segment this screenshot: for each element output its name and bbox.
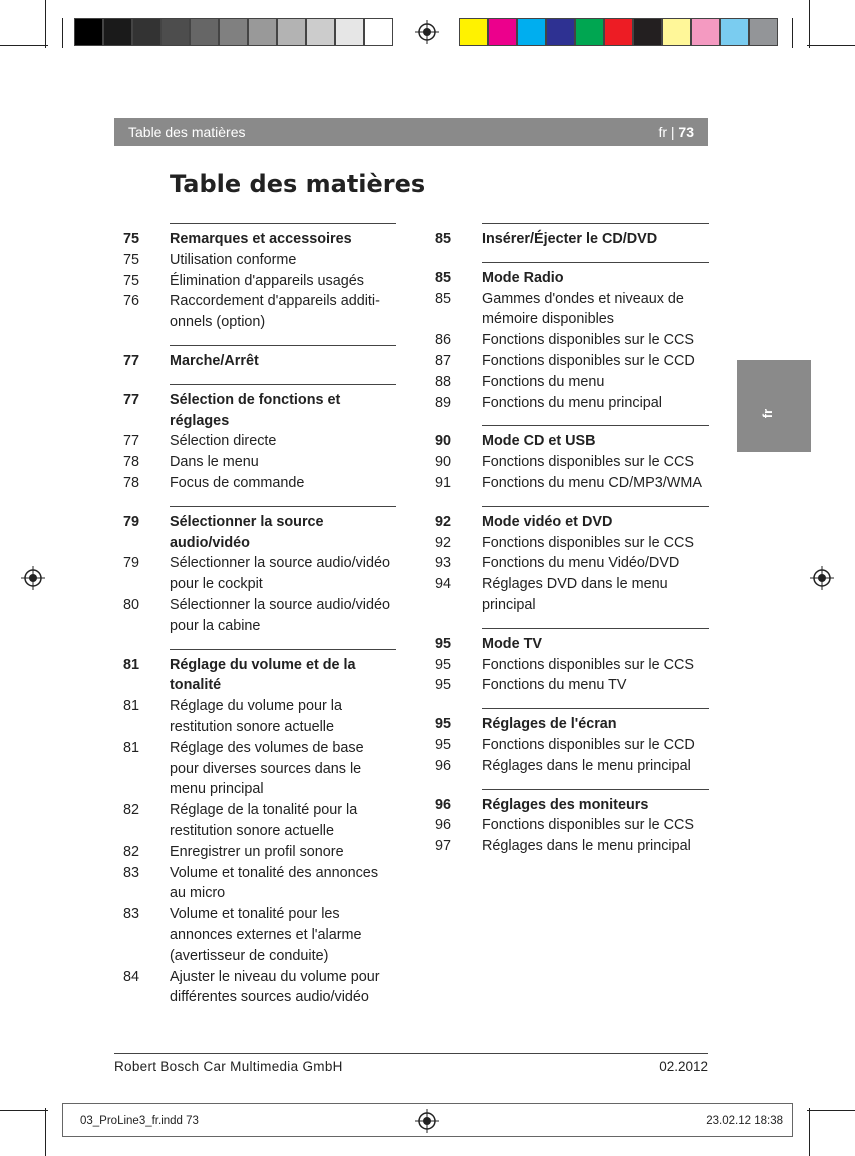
- header-page-number: 73: [678, 124, 694, 140]
- color-swatch: [190, 18, 219, 46]
- registration-mark-icon: [810, 566, 834, 590]
- toc-entry: [430, 452, 709, 473]
- toc-entry-title: Fonctions du menu Vidéo/DVD: [482, 555, 680, 572]
- toc-page-number: 76: [123, 293, 140, 310]
- color-swatch: [364, 18, 393, 46]
- toc-entry-title: Réglage de la tonalité pour la restitution sonore actuelle: [170, 802, 358, 839]
- toc-entry: [430, 533, 709, 554]
- toc-entry-title: Insérer/Éjecter le CD/DVD: [482, 231, 658, 247]
- color-swatch: [132, 18, 161, 46]
- toc-page-number: 91: [435, 474, 452, 491]
- toc-page-number: 81: [123, 656, 140, 673]
- footer-divider: [114, 1053, 708, 1054]
- toc-entry-title: Enregistrer un profil sonore: [170, 843, 344, 860]
- toc-page-number: 92: [435, 513, 452, 530]
- color-swatch: [604, 18, 633, 46]
- toc-entry-title: Fonctions disponibles sur le CCD: [482, 736, 695, 753]
- color-swatch: [720, 18, 749, 46]
- crop-mark: [62, 18, 63, 48]
- header-bar: [114, 118, 708, 146]
- toc-right-column: [430, 223, 709, 869]
- toc-entry-title: Fonctions du menu principal: [482, 394, 662, 411]
- toc-page-number: 75: [123, 251, 140, 268]
- header-page: [658, 124, 694, 140]
- toc-section: [435, 628, 709, 696]
- header-label: Table des matières: [128, 124, 246, 140]
- toc-entry: [118, 738, 396, 800]
- toc-entry-title: Volume et tonalité pour les annonces externes et l'alarme (avertisseur de conduite): [170, 906, 362, 964]
- toc-section: [123, 223, 396, 333]
- toc-entry-title: Réglage du volume et de la tonalité: [170, 656, 356, 694]
- toc-section-heading: [430, 634, 709, 655]
- toc-section-heading: [118, 655, 396, 697]
- footer-company: Robert Bosch Car Multimedia GmbH: [114, 1059, 343, 1074]
- color-swatch: [219, 18, 248, 46]
- toc-entry-title: Sélectionner la source audio/vidéo pour le cockpit: [170, 555, 390, 593]
- toc-page-number: 80: [123, 596, 140, 613]
- toc-section-heading: [430, 714, 709, 735]
- toc-entry: [430, 675, 709, 696]
- color-swatch: [459, 18, 488, 46]
- toc-page-number: 95: [435, 736, 452, 753]
- toc-page-number: 77: [123, 433, 140, 450]
- toc-page-number: 82: [123, 802, 140, 819]
- toc-entry-title: Réglages des moniteurs: [482, 796, 649, 813]
- toc-page-number: 90: [435, 433, 452, 450]
- toc-section: [123, 345, 396, 372]
- toc-entry-title: Fonctions du menu TV: [482, 677, 627, 694]
- toc-entry-title: Fonctions du menu CD/MP3/WMA: [482, 474, 702, 491]
- toc-section: [435, 262, 709, 414]
- toc-page-number: 92: [435, 534, 452, 551]
- crop-mark: [45, 1108, 46, 1156]
- toc-entry-title: Sélectionner la source audio/vidéo: [170, 513, 324, 551]
- toc-page-number: 85: [435, 269, 452, 286]
- toc-section-heading: [430, 229, 709, 250]
- toc-page-number: 90: [435, 454, 452, 471]
- toc-page-number: 78: [123, 474, 140, 491]
- toc-entry-title: Réglage du volume pour la restitution sonore actuelle: [170, 698, 342, 735]
- toc-entry-title: Gammes d'ondes et niveaux de mémoire disponibles: [482, 290, 684, 328]
- toc-section-heading: [118, 390, 396, 432]
- page-title: Table des matières: [170, 170, 426, 198]
- toc-entry: [430, 553, 709, 574]
- toc-page-number: 77: [123, 352, 140, 369]
- language-tab: [737, 360, 811, 452]
- registration-mark-icon: [21, 566, 45, 590]
- color-swatch: [335, 18, 364, 46]
- crop-mark: [809, 0, 810, 48]
- toc-section-heading: [118, 512, 396, 554]
- toc-page-number: 79: [123, 555, 140, 572]
- toc-page-number: 87: [435, 352, 452, 369]
- color-swatch: [749, 18, 778, 46]
- crop-mark: [792, 18, 793, 48]
- toc-entry: [430, 473, 709, 494]
- toc-entry-title: Réglages dans le menu principal: [482, 838, 691, 855]
- toc-entry: [118, 863, 396, 905]
- toc-page-number: 77: [123, 391, 140, 408]
- toc-page-number: 81: [123, 739, 140, 756]
- color-swatch: [546, 18, 575, 46]
- toc-entry: [430, 574, 709, 616]
- toc-entry-title: Fonctions disponibles sur le CCS: [482, 534, 694, 551]
- footer-date: 02.2012: [659, 1059, 708, 1074]
- toc-section-heading: [430, 795, 709, 816]
- toc-entry-title: Mode CD et USB: [482, 433, 596, 450]
- toc-page-number: 79: [123, 513, 140, 530]
- crop-mark: [45, 0, 46, 48]
- toc-entry: [118, 595, 396, 637]
- toc-entry-title: Volume et tonalité des annonces au micro: [170, 864, 379, 902]
- toc-entry-title: Fonctions disponibles sur le CCS: [482, 817, 694, 834]
- color-swatch: [248, 18, 277, 46]
- toc-page-number: 95: [435, 677, 452, 694]
- toc-page-number: 97: [435, 838, 452, 855]
- toc-entry: [430, 815, 709, 836]
- toc-page-number: 95: [435, 656, 452, 673]
- toc-entry-title: Utilisation conforme: [170, 251, 297, 268]
- toc-entry-title: Fonctions disponibles sur le CCS: [482, 454, 694, 471]
- toc-page-number: 96: [435, 757, 452, 774]
- crop-mark: [0, 45, 48, 46]
- crop-mark: [809, 1108, 810, 1156]
- toc-page-number: 88: [435, 373, 452, 390]
- toc-entry-title: Mode vidéo et DVD: [482, 513, 613, 530]
- toc-entry-title: Réglages de l'écran: [482, 716, 617, 733]
- toc-entry: [118, 431, 396, 452]
- color-swatch: [662, 18, 691, 46]
- color-swatch: [517, 18, 546, 46]
- toc-entry: [430, 756, 709, 777]
- color-swatch: [691, 18, 720, 46]
- color-swatch: [161, 18, 190, 46]
- toc-section: [123, 384, 396, 494]
- toc-page-number: 82: [123, 843, 140, 860]
- toc-entry-title: Sélectionner la source audio/vidéo pour la cabine: [170, 596, 390, 634]
- toc-page-number: 75: [123, 231, 140, 247]
- toc-page-number: 96: [435, 796, 452, 813]
- toc-left-column: [118, 223, 396, 1020]
- color-swatch: [575, 18, 604, 46]
- toc-page-number: 86: [435, 332, 452, 349]
- toc-entry-title: Raccordement d'appareils additi-onnels (option): [170, 293, 380, 331]
- toc-entry: [430, 372, 709, 393]
- toc-section-heading: [430, 512, 709, 533]
- toc-entry-title: Sélection directe: [170, 433, 277, 450]
- toc-entry-title: Fonctions disponibles sur le CCD: [482, 352, 695, 369]
- toc-page-number: 78: [123, 454, 140, 471]
- toc-entry-title: Réglages dans le menu principal: [482, 757, 691, 774]
- toc-entry: [430, 289, 709, 331]
- toc-section: [435, 789, 709, 857]
- toc-section: [435, 425, 709, 493]
- color-swatch: [306, 18, 335, 46]
- toc-entry: [118, 553, 396, 595]
- slug-filename: 03_ProLine3_fr.indd 73: [80, 1115, 199, 1127]
- crop-mark: [807, 1110, 855, 1111]
- toc-entry: [118, 250, 396, 271]
- toc-entry: [118, 696, 396, 738]
- toc-entry-title: Réglage des volumes de base pour diverses sources dans le menu principal: [170, 739, 364, 798]
- toc-entry-title: Sélection de fonctions et réglages: [170, 391, 341, 429]
- toc-page-number: 84: [123, 968, 140, 985]
- toc-section: [123, 506, 396, 637]
- toc-entry-title: Fonctions disponibles sur le CCS: [482, 656, 694, 673]
- toc-entry-title: Élimination d'appareils usagés: [170, 272, 364, 289]
- toc-section: [435, 506, 709, 616]
- slug-timestamp: 23.02.12 18:38: [706, 1115, 783, 1127]
- toc-entry: [430, 655, 709, 676]
- toc-page-number: 83: [123, 864, 140, 881]
- toc-entry: [430, 351, 709, 372]
- color-swatch: [277, 18, 306, 46]
- toc-page-number: 85: [435, 290, 452, 307]
- color-swatch: [103, 18, 132, 46]
- toc-section-heading: [118, 229, 396, 250]
- toc-page-number: 96: [435, 817, 452, 834]
- toc-entry: [118, 271, 396, 292]
- toc-entry-title: Réglages DVD dans le menu principal: [482, 576, 668, 613]
- language-tab-label: fr: [760, 408, 776, 419]
- color-swatch: [74, 18, 103, 46]
- toc-page-number: 94: [435, 576, 452, 593]
- toc-entry: [118, 452, 396, 473]
- toc-entry-title: Mode Radio: [482, 269, 564, 286]
- toc-page-number: 83: [123, 906, 140, 923]
- toc-entry: [430, 836, 709, 857]
- toc-page-number: 75: [123, 272, 140, 289]
- toc-section: [435, 708, 709, 776]
- toc-section-heading: [430, 431, 709, 452]
- toc-entry: [430, 393, 709, 414]
- registration-mark-icon: [415, 20, 439, 44]
- crop-mark: [807, 45, 855, 46]
- toc-entry-title: Fonctions du menu: [482, 373, 605, 390]
- crop-mark: [0, 1110, 48, 1111]
- toc-entry-title: Mode TV: [482, 635, 542, 652]
- toc-entry-title: Focus de commande: [170, 474, 305, 491]
- toc-entry: [118, 842, 396, 863]
- toc-section: [123, 649, 396, 1009]
- toc-page-number: 81: [123, 698, 140, 715]
- toc-section: [435, 223, 709, 250]
- toc-entry-title: Dans le menu: [170, 454, 259, 471]
- toc-section-heading: [118, 351, 396, 372]
- toc-page-number: 89: [435, 394, 452, 411]
- toc-entry-title: Marche/Arrêt: [170, 352, 259, 369]
- toc-entry: [118, 967, 396, 1009]
- toc-page-number: 93: [435, 555, 452, 572]
- toc-page-number: 85: [435, 231, 452, 247]
- toc-entry: [430, 735, 709, 756]
- color-swatch: [488, 18, 517, 46]
- header-lang: fr |: [658, 124, 679, 140]
- toc-section-heading: [430, 268, 709, 289]
- toc-entry: [118, 904, 396, 966]
- toc-entry: [430, 330, 709, 351]
- toc-entry-title: Ajuster le niveau du volume pour différentes sources audio/vidéo: [170, 968, 380, 1006]
- toc-entry-title: Fonctions disponibles sur le CCS: [482, 332, 694, 349]
- toc-entry-title: Remarques et accessoires: [170, 231, 352, 247]
- toc-page-number: 95: [435, 635, 452, 652]
- toc-page-number: 95: [435, 716, 452, 733]
- toc-entry: [118, 473, 396, 494]
- toc-entry: [118, 800, 396, 842]
- color-swatch: [633, 18, 662, 46]
- toc-entry: [118, 291, 396, 333]
